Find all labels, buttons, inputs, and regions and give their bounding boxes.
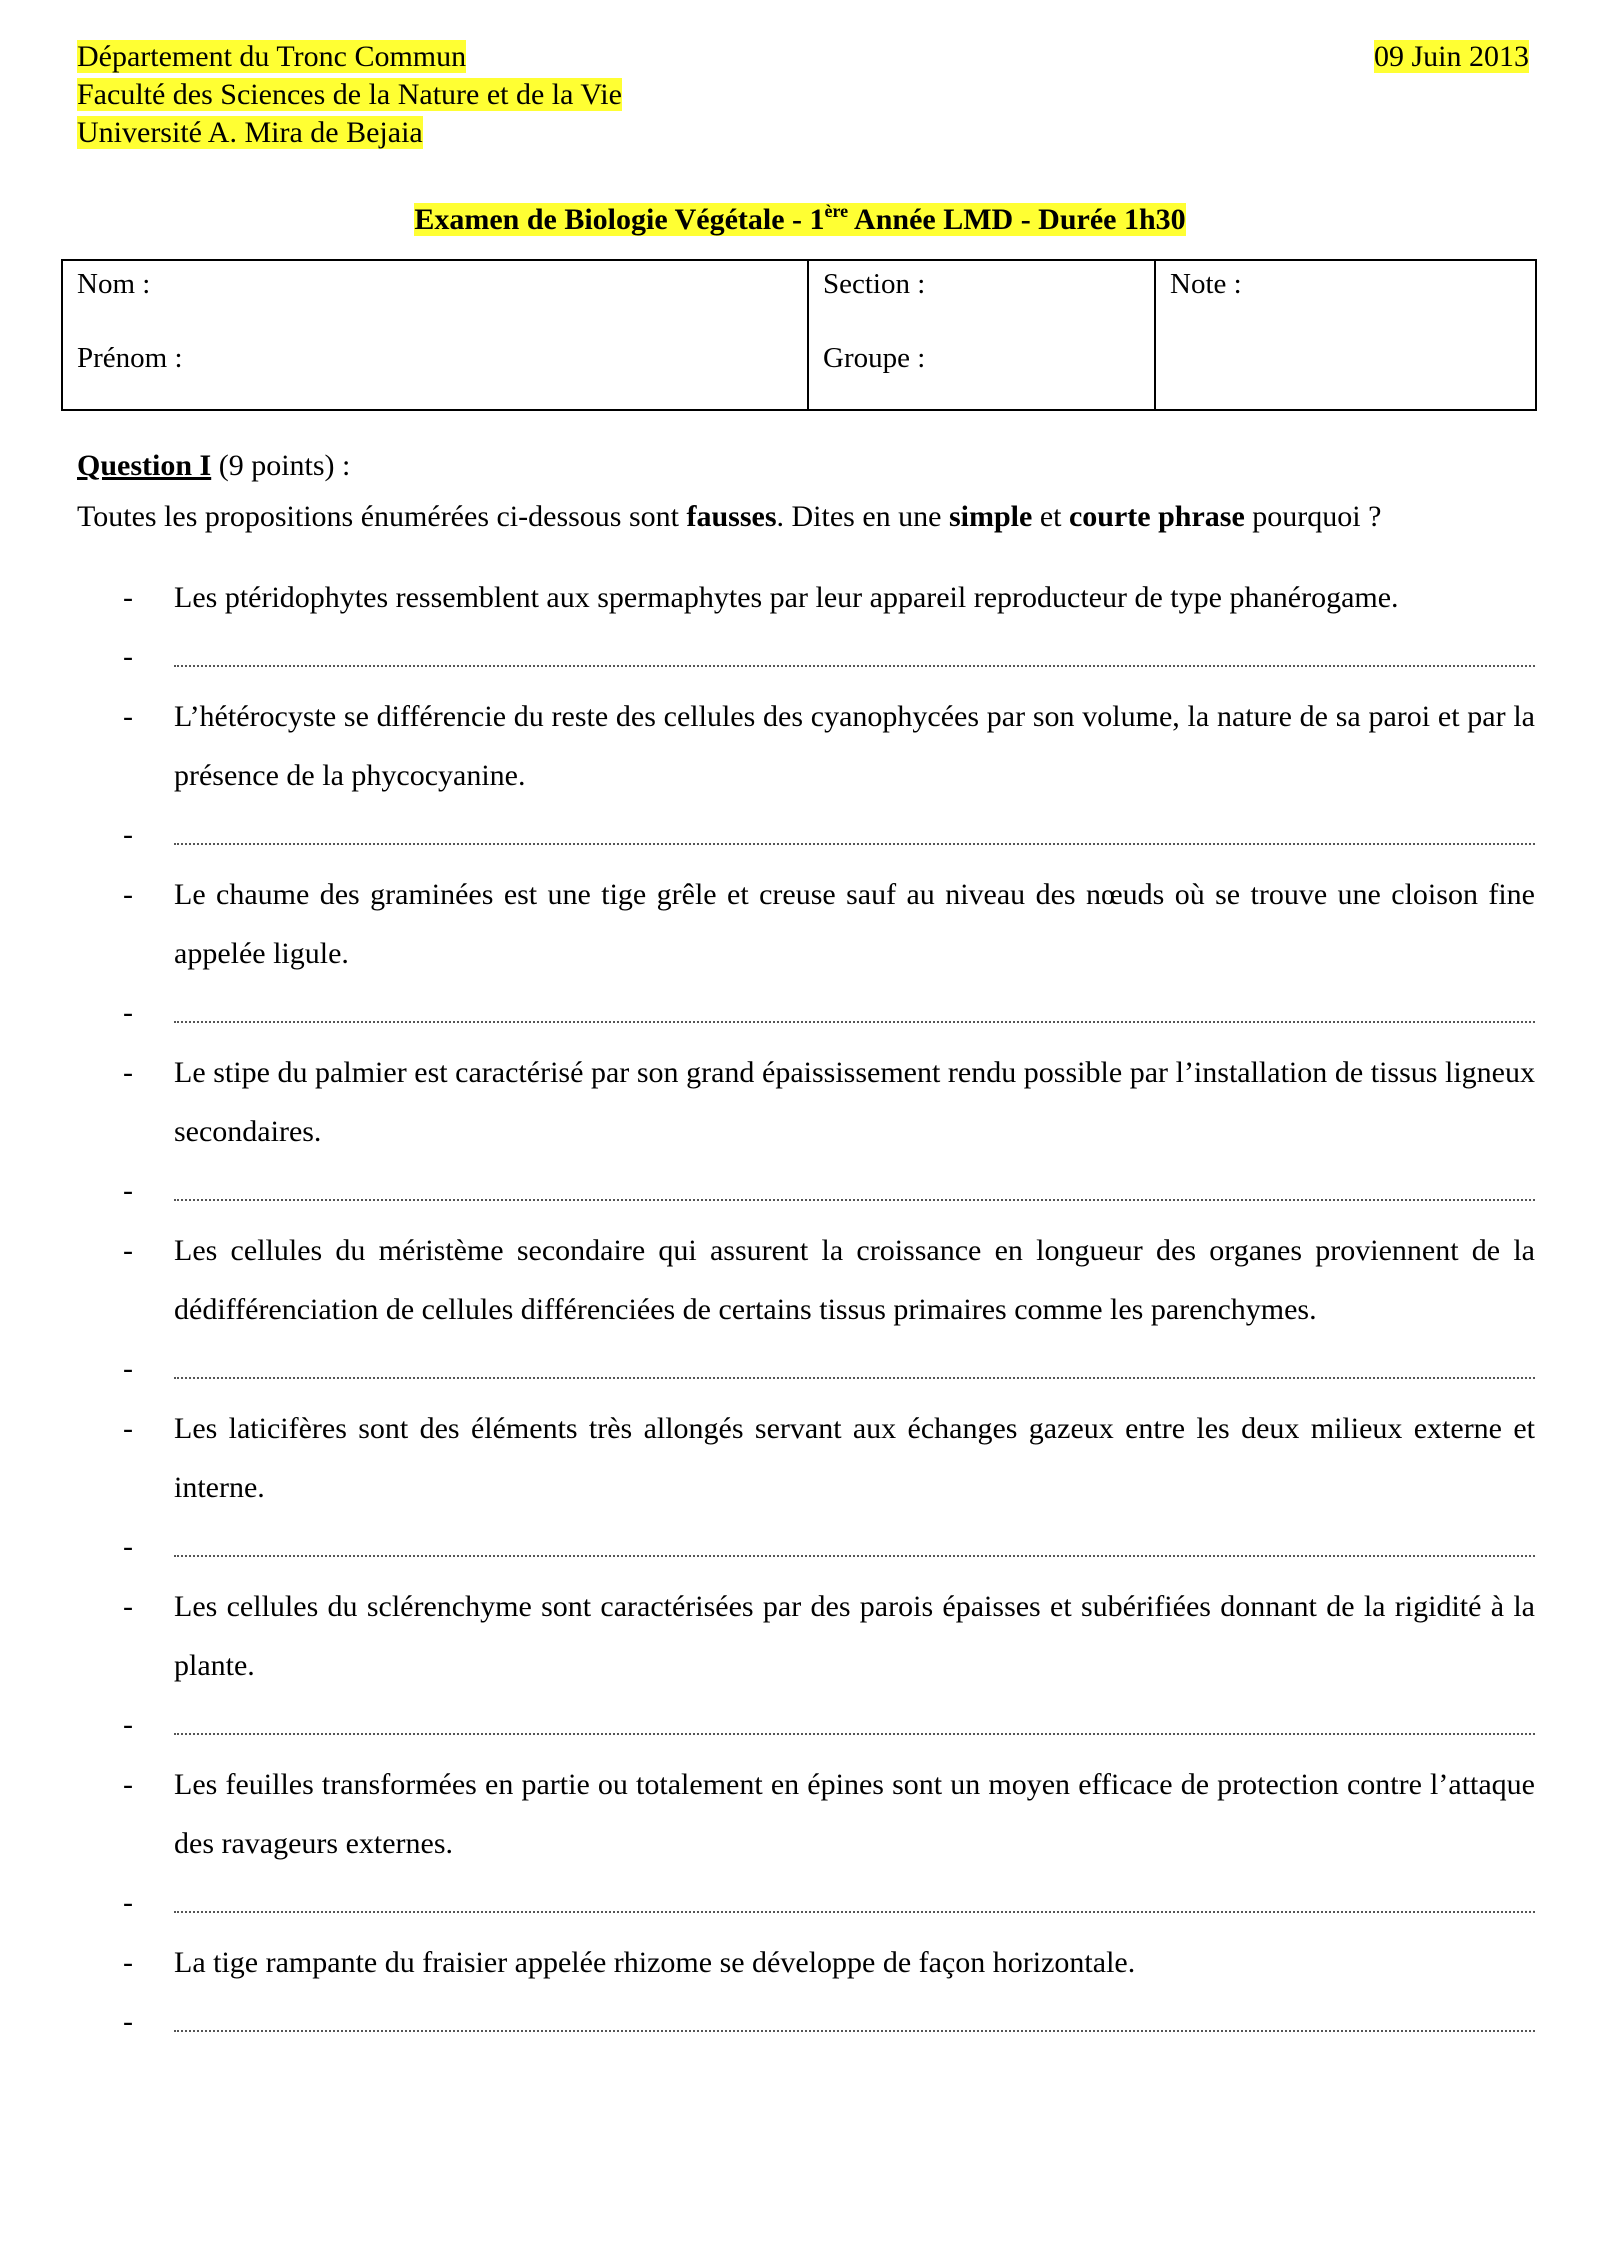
prenom-label: Prénom : [77, 342, 183, 374]
list-dash: - [123, 1530, 133, 1563]
groupe-label: Groupe : [823, 342, 926, 374]
proposition-text: Le chaume des graminées est une tige grêle et creuse sauf au niveau des nœuds où se trouve une cloison fine appelée ligule. [174, 878, 1535, 970]
dotted-answer-field[interactable] [174, 1911, 1535, 1913]
proposition-item [77, 1399, 1535, 1517]
list-dash: - [123, 1412, 133, 1445]
department-line: Département du Tronc Commun [77, 40, 467, 73]
list-dash: - [123, 1352, 133, 1385]
answer-line[interactable] [77, 805, 1535, 865]
dotted-answer-field[interactable] [174, 1199, 1535, 1201]
exam-date: 09 Juin 2013 [1373, 40, 1529, 73]
dotted-answer-field[interactable] [174, 665, 1535, 667]
list-dash: - [123, 700, 133, 733]
university-line: Université A. Mira de Bejaia [77, 116, 423, 149]
list-dash: - [123, 818, 133, 851]
proposition-text: Les ptéridophytes ressemblent aux spermaphytes par leur appareil reproducteur de type phanérogame. [174, 581, 1399, 614]
proposition-item [77, 1933, 1535, 1992]
proposition-text: L’hétérocyste se différencie du reste des cellules des cyanophycées par son volume, la nature de sa paroi et par la présence de la phycocyanine. [174, 700, 1535, 792]
question-instructions: Toutes les propositions énumérées ci-dessous sont fausses. Dites en une simple et courte phrase pourquoi ? [77, 500, 1382, 533]
dotted-answer-field[interactable] [174, 843, 1535, 845]
answer-line[interactable] [77, 1339, 1535, 1399]
question-label: Question I [77, 449, 212, 482]
dotted-answer-field[interactable] [174, 1021, 1535, 1023]
section-cell[interactable] [808, 260, 1155, 410]
answer-line[interactable] [77, 1161, 1535, 1221]
answer-line[interactable] [77, 983, 1535, 1043]
proposition-text: Les laticifères sont des éléments très allongés servant aux échanges gazeux entre les deux milieux externe et interne. [174, 1412, 1535, 1504]
answer-line[interactable] [77, 1695, 1535, 1755]
question-heading [77, 446, 350, 486]
nom-label: Nom : [77, 268, 151, 300]
proposition-text: Le stipe du palmier est caractérisé par son grand épaississement rendu possible par l’installation de tissus ligneux secondaires. [174, 1056, 1535, 1148]
list-dash: - [123, 1768, 133, 1801]
faculty-line: Faculté des Sciences de la Nature et de la Vie [77, 78, 622, 111]
proposition-item [77, 865, 1535, 983]
list-dash: - [123, 1946, 133, 1979]
list-dash: - [123, 1174, 133, 1207]
list-dash: - [123, 996, 133, 1029]
institution-header [77, 38, 622, 152]
list-dash: - [123, 2005, 133, 2038]
list-dash: - [123, 1886, 133, 1919]
proposition-text: Les feuilles transformées en partie ou totalement en épines sont un moyen efficace de protection contre l’attaque des ravageurs externes. [174, 1768, 1535, 1860]
list-dash: - [123, 1056, 133, 1089]
answer-line[interactable] [77, 1992, 1535, 2052]
answer-line[interactable] [77, 627, 1535, 687]
list-dash: - [123, 1234, 133, 1267]
list-dash: - [123, 878, 133, 911]
proposition-text: Les cellules du méristème secondaire qui assurent la croissance en longueur des organes proviennent de la dédifférenciation de cellules différenciées de certains tissus primaires comme les parenchymes. [174, 1234, 1535, 1326]
question-points: (9 points) : [211, 449, 351, 482]
answer-line[interactable] [77, 1873, 1535, 1933]
list-dash: - [123, 640, 133, 673]
list-dash: - [123, 1590, 133, 1623]
dotted-answer-field[interactable] [174, 1555, 1535, 1557]
answer-line[interactable] [77, 1517, 1535, 1577]
dotted-answer-field[interactable] [174, 2030, 1535, 2032]
section-label: Section : [823, 268, 926, 300]
proposition-list [77, 568, 1535, 2052]
proposition-item [77, 1043, 1535, 1161]
exam-title: Examen de Biologie Végétale - 1ère Année LMD - Durée 1h30 [414, 201, 1186, 236]
name-cell[interactable] [62, 260, 808, 410]
proposition-item [77, 687, 1535, 805]
student-info-table [61, 259, 1537, 411]
proposition-item [77, 1577, 1535, 1695]
proposition-item [77, 1755, 1535, 1873]
dotted-answer-field[interactable] [174, 1733, 1535, 1735]
note-label: Note : [1170, 268, 1242, 300]
proposition-text: Les cellules du sclérenchyme sont caractérisées par des parois épaisses et subérifiées donnant de la rigidité à la plante. [174, 1590, 1535, 1682]
note-cell[interactable] [1155, 260, 1536, 410]
dotted-answer-field[interactable] [174, 1377, 1535, 1379]
proposition-text: La tige rampante du fraisier appelée rhizome se développe de façon horizontale. [174, 1946, 1136, 1979]
list-dash: - [123, 581, 133, 614]
list-dash: - [123, 1708, 133, 1741]
proposition-item [77, 1221, 1535, 1339]
proposition-item [77, 568, 1535, 627]
